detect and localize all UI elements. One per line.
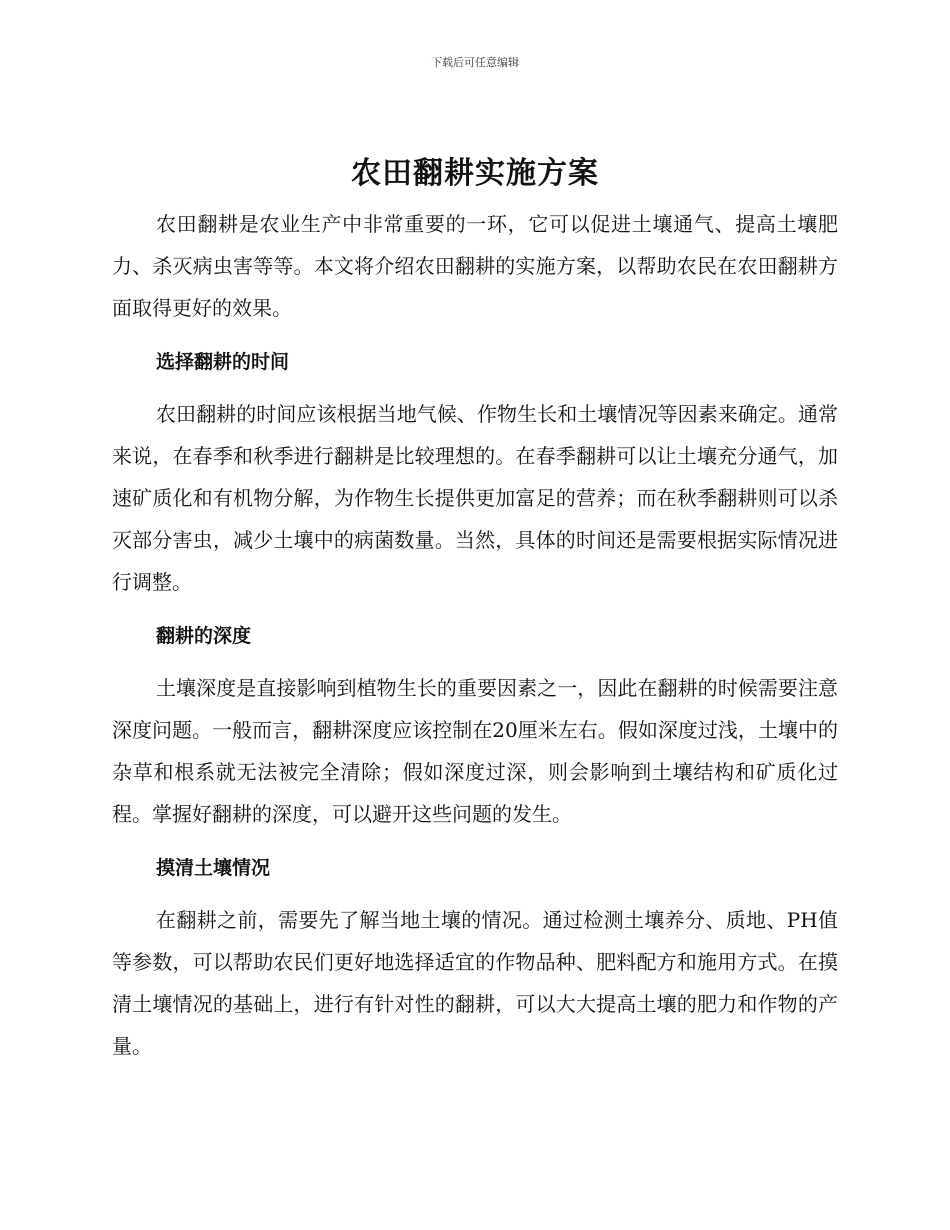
section-body-timing: 农田翻耕的时间应该根据当地气候、作物生长和土壤情况等因素来确定。通常来说，在春季和秋季进行翻耕是比较理想的。在春季翻耕可以让土壤充分通气，加速矿质化和有机物分解，为作物生长提供更加富足的营养；而在秋季翻耕则可以杀灭部分害虫，减少土壤中的病菌数量。当然，具体的时间还是需要根据实际情况进行调整。 (112, 402, 838, 594)
section-heading-timing: 选择翻耕的时间 (156, 351, 290, 373)
section-heading-soil: 摸清土壤情况 (156, 857, 271, 879)
document-body (112, 203, 838, 1067)
section-heading-depth: 翻耕的深度 (156, 625, 252, 647)
section-body-soil: 在翻耕之前，需要先了解当地土壤的情况。通过检测土壤养分、质地、PH值等参数，可以帮助农民们更好地选择适宜的作物品种、肥料配方和施用方式。在摸清土壤情况的基础上，进行有针对性的翻耕，可以大大提高土壤的肥力和作物的产量。 (112, 908, 838, 1058)
page-header-note: 下载后可任意编辑 (431, 56, 519, 69)
section-body-depth: 土壤深度是直接影响到植物生长的重要因素之一，因此在翻耕的时候需要注意深度问题。一般而言，翻耕深度应该控制在20厘米左右。假如深度过浅，土壤中的杂草和根系就无法被完全清除；假如深度过深，则会影响到土壤结构和矿质化过程。掌握好翻耕的深度，可以避开这些问题的发生。 (112, 676, 838, 826)
intro-paragraph: 农田翻耕是农业生产中非常重要的一环，它可以促进土壤通气、提高土壤肥力、杀灭病虫害等等。本文将介绍农田翻耕的实施方案，以帮助农民在农田翻耕方面取得更好的效果。 (112, 212, 838, 320)
document-title: 农田翻耕实施方案 (351, 156, 599, 191)
